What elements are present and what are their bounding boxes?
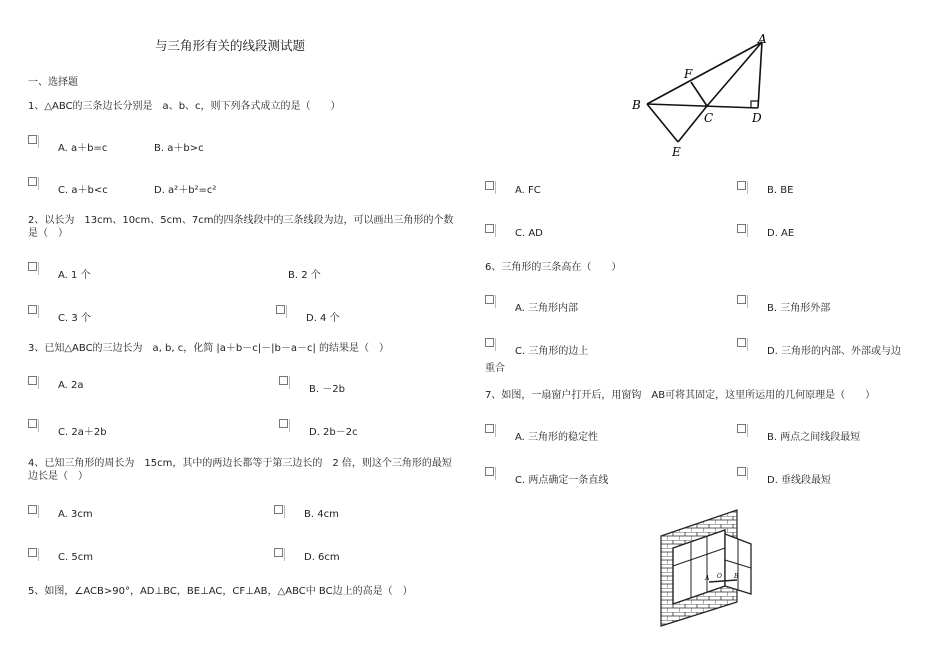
checkbox[interactable] bbox=[28, 135, 37, 144]
checkbox[interactable] bbox=[28, 177, 37, 186]
question-2-stem: 2、以长为 13cm、10cm、5cm、7cm的四条线段中的三条线段为边，可以画出三角形的个数是（ ） bbox=[28, 215, 454, 239]
checkbox[interactable] bbox=[28, 505, 37, 514]
checkbox[interactable] bbox=[28, 376, 37, 385]
triangle-figure bbox=[620, 30, 780, 160]
label-a: A bbox=[705, 575, 710, 582]
segment-ce bbox=[678, 106, 707, 142]
checkbox[interactable] bbox=[274, 505, 283, 514]
checkbox[interactable] bbox=[28, 262, 37, 271]
label-d: D bbox=[752, 111, 762, 125]
checkbox[interactable] bbox=[485, 467, 494, 476]
checkbox[interactable] bbox=[279, 419, 288, 428]
checkbox[interactable] bbox=[485, 424, 494, 433]
segment-be bbox=[647, 104, 678, 142]
checkbox[interactable] bbox=[737, 224, 746, 233]
label-f: F bbox=[684, 67, 693, 81]
checkbox[interactable] bbox=[274, 548, 283, 557]
checkbox[interactable] bbox=[737, 467, 746, 476]
segment-bd bbox=[647, 104, 758, 108]
segment-ad bbox=[758, 42, 762, 108]
segment-cf bbox=[691, 82, 707, 106]
question-3-stem: 3、已知△ABC的三边长为 a, b, c，化简 |a＋b－c|－|b－a－c| 的结果是（ ） bbox=[28, 343, 390, 354]
checkbox[interactable] bbox=[279, 376, 288, 385]
label-a: A bbox=[758, 32, 767, 46]
question-1-stem: 1、△ABC的三条边长分别是 a、b、c，则下列各式成立的是（ ） bbox=[28, 101, 341, 112]
checkbox[interactable] bbox=[28, 548, 37, 557]
question-4-stem: 4、已知三角形的周长为 15cm，其中的两边长都等于第三边长的 2 倍，则这个三角形的最短边长是（ ） bbox=[28, 458, 452, 482]
label-e: E bbox=[672, 145, 681, 159]
q6-option-d-continued: 重合 bbox=[485, 363, 505, 374]
segment-ac bbox=[707, 42, 762, 106]
checkbox[interactable] bbox=[737, 181, 746, 190]
checkbox[interactable] bbox=[737, 295, 746, 304]
page-title: 与三角形有关的线段测试题 bbox=[155, 38, 306, 53]
label-c: C bbox=[704, 111, 714, 125]
checkbox[interactable] bbox=[485, 224, 494, 233]
checkbox[interactable] bbox=[737, 338, 746, 347]
checkbox[interactable] bbox=[28, 419, 37, 428]
checkbox[interactable] bbox=[276, 305, 285, 314]
right-angle-mark bbox=[751, 101, 758, 108]
question-5-stem: 5、如图，∠ACB>90°，AD⊥BC，BE⊥AC，CF⊥AB，△ABC中 BC边上的高是（ ） bbox=[28, 586, 413, 597]
segment-ab bbox=[647, 42, 762, 104]
checkbox[interactable] bbox=[28, 305, 37, 314]
question-7-stem: 7、如图，一扇窗户打开后，用窗钩 AB可将其固定，这里所运用的几何原理是（ ） bbox=[485, 390, 876, 401]
checkbox[interactable] bbox=[737, 424, 746, 433]
label-b: B bbox=[734, 573, 739, 580]
section-heading: 一、选择题 bbox=[28, 77, 78, 88]
checkbox[interactable] bbox=[485, 295, 494, 304]
checkbox[interactable] bbox=[485, 181, 494, 190]
checkbox[interactable] bbox=[485, 338, 494, 347]
window-figure bbox=[655, 508, 765, 630]
label-o: O bbox=[717, 573, 722, 580]
question-6-stem: 6、三角形的三条高在（ ） bbox=[485, 262, 622, 273]
label-b: B bbox=[632, 98, 641, 112]
